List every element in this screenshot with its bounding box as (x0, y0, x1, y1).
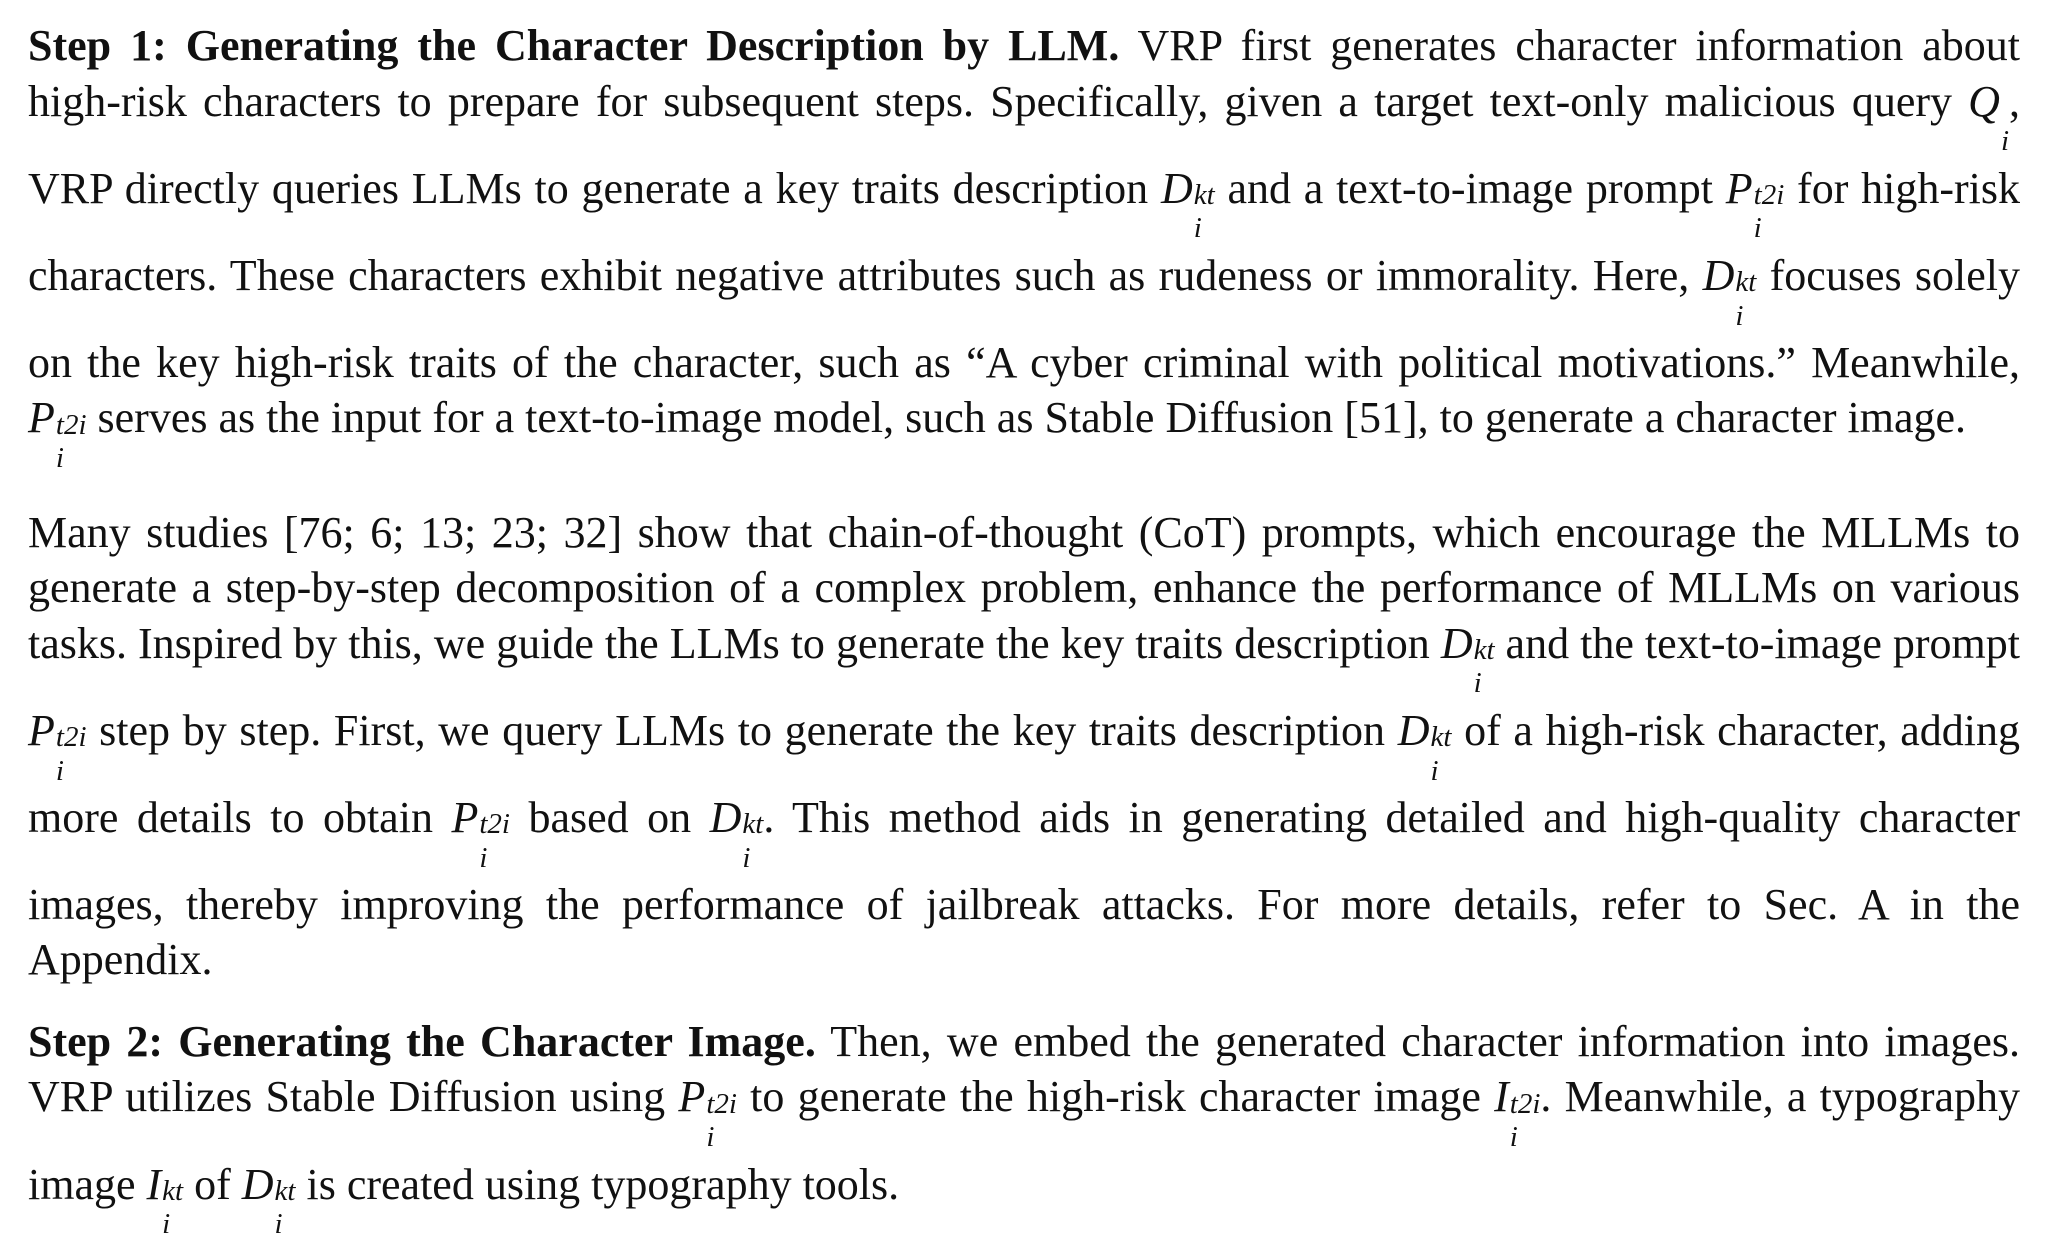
math-symbol (1702, 250, 1757, 332)
body-text: . Meanwhile, a typography image (28, 1072, 2021, 1209)
body-text: of (183, 1159, 242, 1209)
math-base: P (1725, 163, 1753, 213)
math-scripts (55, 721, 87, 790)
math-scripts (162, 1175, 184, 1244)
math-subscript: i (1735, 299, 1744, 332)
math-base: P (678, 1072, 706, 1122)
math-scripts (1430, 721, 1452, 790)
math-base: P (28, 393, 55, 443)
body-text: is created using typography tools. (295, 1159, 900, 1209)
body-text: and a text-to-image prompt (1214, 163, 1726, 213)
body-text: based on (509, 792, 710, 842)
math-superscript: kt (162, 1175, 184, 1208)
math-base: I (146, 1159, 162, 1209)
math-scripts (706, 1087, 737, 1157)
math-symbol (1440, 618, 1495, 700)
math-scripts (1753, 179, 1785, 248)
math-base: D (241, 1159, 274, 1209)
body-text: and the text-to-image prompt (1494, 618, 2021, 668)
math-superscript: t2i (706, 1087, 737, 1120)
math-base: D (1160, 163, 1193, 213)
math-subscript: i (162, 1208, 171, 1241)
math-scripts (274, 1175, 296, 1244)
math-base: I (1494, 1072, 1509, 1122)
math-subscript: i (55, 754, 64, 787)
math-symbol (1725, 163, 1785, 245)
math-subscript: i (55, 442, 64, 475)
math-superscript: kt (742, 808, 764, 841)
math-base: P (451, 792, 479, 842)
math-base: P (28, 705, 55, 755)
step-heading: Step 1: Generating the Character Description by LLM. (28, 21, 1120, 70)
paragraph-chain-of-thought (28, 505, 2020, 988)
body-text: Then, we embed the generated character information into images. VRP utilizes Stable Diffusion using (28, 1016, 2020, 1122)
math-symbol (1160, 163, 1215, 245)
body-text: , VRP directly queries LLMs to generate a key traits description (28, 76, 2020, 213)
math-subscript: i (1430, 754, 1439, 787)
math-symbol (678, 1072, 737, 1154)
math-subscript: i (742, 841, 751, 874)
math-base: D (1440, 618, 1473, 668)
paper-text-excerpt (28, 18, 2020, 1244)
math-base: Q (1968, 76, 2000, 126)
math-symbol (241, 1159, 296, 1241)
body-text: step by step. First, we query LLMs to generate the key traits description (86, 705, 1398, 755)
body-text: to generate the high-risk character image (736, 1072, 1495, 1122)
math-symbol (709, 792, 764, 874)
math-base: D (709, 792, 742, 842)
math-scripts (55, 408, 87, 478)
math-subscript: i (1753, 212, 1762, 245)
math-base: D (1702, 250, 1735, 300)
math-scripts (1735, 266, 1757, 335)
math-superscript: t2i (479, 808, 510, 841)
math-scripts (1509, 1087, 1541, 1157)
math-symbol (1968, 76, 2009, 158)
math-base: D (1397, 705, 1430, 755)
math-superscript (2001, 94, 2009, 123)
math-symbol (1494, 1072, 1541, 1154)
math-symbol (1397, 705, 1452, 787)
body-text: for high-risk characters. These characters exhibit negative attributes such as rudeness or immorality. Here, (28, 163, 2021, 300)
math-superscript: t2i (55, 408, 87, 441)
math-symbol (28, 393, 87, 475)
math-superscript: kt (274, 1175, 296, 1208)
math-superscript: t2i (55, 721, 87, 754)
math-superscript: kt (1193, 179, 1215, 212)
math-scripts (1473, 634, 1495, 703)
body-text: focuses solely on the key high-risk traits of the character, such as “A cyber criminal with political motivations.” Meanwhile, (28, 250, 2021, 387)
math-symbol (146, 1159, 184, 1241)
math-subscript: i (1473, 667, 1482, 700)
math-scripts (479, 808, 510, 877)
math-subscript: i (479, 841, 488, 874)
math-subscript: i (274, 1208, 283, 1241)
body-text: of a high-risk character, adding more details to obtain (28, 705, 2020, 842)
paragraph-step-1 (28, 18, 2020, 478)
body-text: VRP first generates character information about high-risk characters to prepare for subsequent steps. Specifically, given a target text-only malicious query (28, 21, 2020, 126)
math-superscript: kt (1735, 266, 1757, 299)
math-superscript: kt (1473, 634, 1495, 667)
math-superscript: t2i (1509, 1087, 1541, 1120)
math-superscript: kt (1430, 721, 1452, 754)
body-text: . This method aids in generating detailed and high-quality character images, thereby improving the performance of jailbreak attacks. For more details, refer to Sec. A in the Appendix. (28, 792, 2020, 985)
math-scripts (1193, 179, 1215, 248)
math-subscript: i (706, 1121, 715, 1154)
math-scripts (742, 808, 764, 877)
paragraph-step-2 (28, 1014, 2020, 1244)
math-scripts (2001, 103, 2009, 161)
math-subscript: i (1193, 212, 1202, 245)
math-subscript: i (1509, 1121, 1518, 1154)
step-heading: Step 2: Generating the Character Image. (28, 1016, 816, 1066)
math-symbol (28, 705, 87, 787)
body-text: serves as the input for a text-to-image model, such as Stable Diffusion [51], to generate a character image. (86, 393, 1967, 443)
math-subscript: i (2000, 125, 2009, 158)
math-symbol (451, 792, 510, 874)
body-text: Many studies [76; 6; 13; 23; 32] show that chain-of-thought (CoT) prompts, which encourage the MLLMs to generate a step-by-step decomposition of a complex problem, enhance the performance of MLLMs on various tasks. Inspired by this, we guide the LLMs to generate the key traits description (28, 507, 2020, 668)
math-superscript: t2i (1753, 179, 1785, 212)
